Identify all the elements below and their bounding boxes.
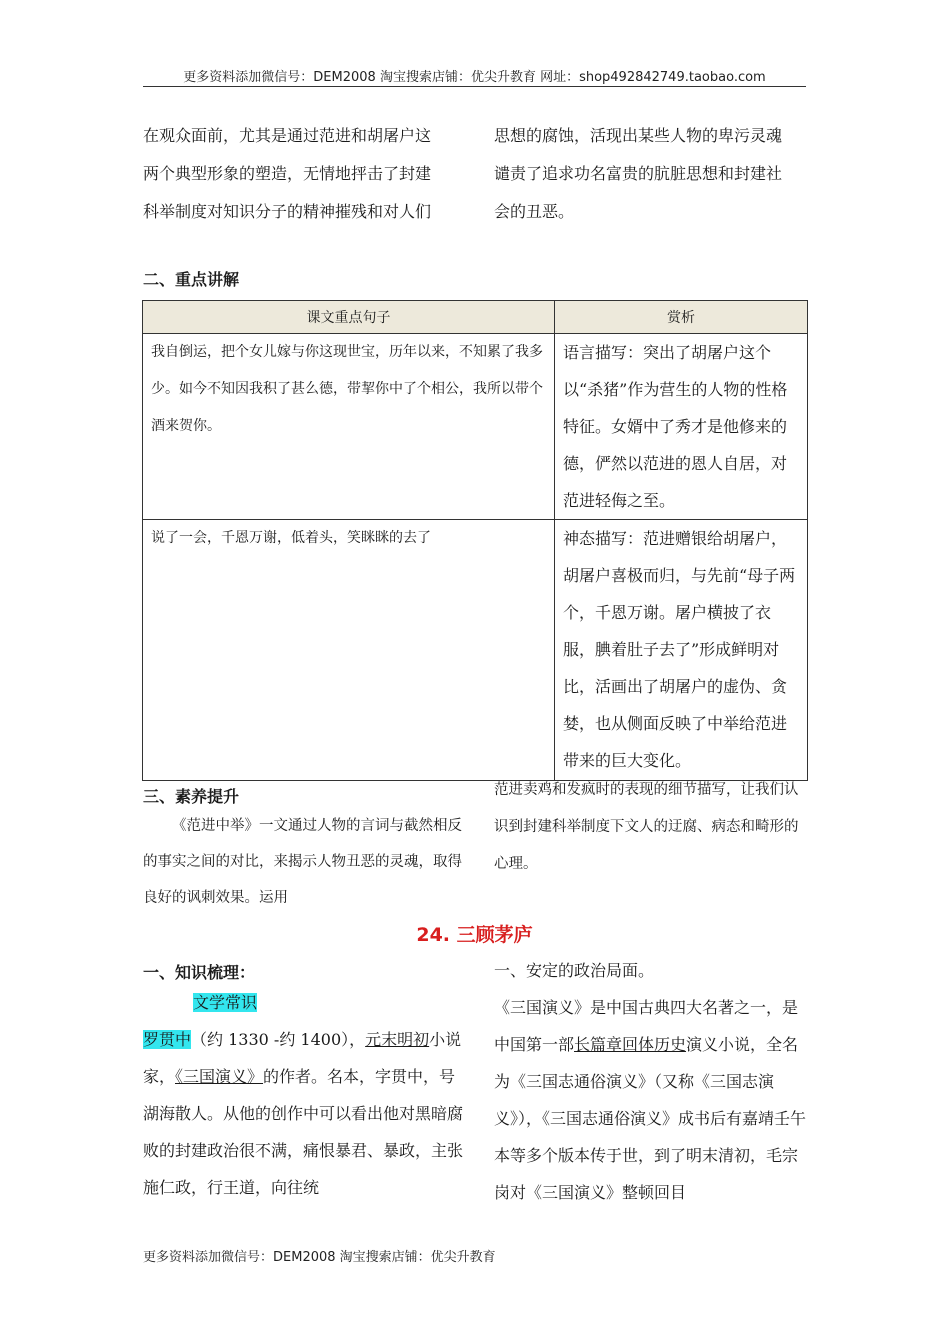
table-header-row <box>143 301 808 334</box>
work-text-b: 演义小说，全名为《三国志通俗演义》（又称《三国志演义》），《三国志通俗演义》成书后有嘉靖壬午本等多个版本传于世，到了明末清初，毛宗岗对《三国演义》整顿回目 <box>494 1035 807 1202</box>
author-dates: （约 1330 -约 1400）， <box>191 1030 366 1049</box>
author-bio: 的作者。名本，字贯中，号湖海散人。从他的创作中可以看出他对黑暗腐败的封建政治很不满，痛恨暴君、暴政，主张施仁政，行王道，向往统 <box>143 1067 464 1197</box>
literacy-left-column <box>143 808 463 916</box>
section-title-knowledge: 一、知识梳理： <box>143 963 256 982</box>
work-text-a: 《三国演义》是中国古典四大名著之一，是中国第一部 <box>494 998 799 1054</box>
work-paragraph <box>494 989 810 1211</box>
intro-left-line: 科举制度对知识分子的精神摧残和对人们 <box>143 202 432 221</box>
header-rule <box>143 86 806 87</box>
knowledge-left-column <box>143 984 465 1206</box>
column-header-analysis: 赏析 <box>555 301 808 334</box>
work-title: 《三国演义》 <box>175 1067 264 1086</box>
knowledge-right-column <box>494 952 810 1211</box>
column-header-sentence: 课文重点句子 <box>143 301 555 334</box>
literacy-right-column <box>494 772 810 883</box>
sentence-cell: 说了一会，千恩万谢，低着头，笑眯眯的去了 <box>143 520 555 781</box>
work-genre: 长篇章回体历史 <box>574 1035 687 1054</box>
author-name: 罗贯中 <box>143 1030 192 1049</box>
sentence-cell: 我自倒运，把个女儿嫁与你这现世宝，历年以来，不知累了我多少。如今不知因我积了甚么德，带挈你中了个相公，我所以带个酒来贺你。 <box>143 334 555 520</box>
right-first-line: 一、安定的政治局面。 <box>494 961 655 980</box>
intro-left-line: 两个典型形象的塑造，无情地抨击了封建 <box>143 164 432 183</box>
literary-knowledge-subhead <box>143 984 465 1021</box>
table-row <box>143 334 808 520</box>
intro-right-line: 会的丑恶。 <box>494 202 575 221</box>
page-header: 更多资料添加微信号：DEM2008 淘宝搜索店铺：优尖升教育 网址：shop492842749.taobao.com <box>183 70 766 85</box>
section-title-literacy: 三、素养提升 <box>143 787 240 806</box>
author-era: 元末明初 <box>365 1030 430 1049</box>
author-role: 小说家， <box>143 1030 462 1086</box>
intro-right-line: 谴责了追求功名富贵的肮脏思想和封建社 <box>494 164 783 183</box>
intro-left-line: 在观众面前，尤其是通过范进和胡屠户这 <box>143 126 432 145</box>
intro-right-line: 思想的腐蚀，活现出某些人物的卑污灵魂 <box>494 126 783 145</box>
chapter-title: 24. 三顾茅庐 <box>416 924 533 946</box>
literacy-left-text: 《范进中举》一文通过人物的言词与截然相反的事实之间的对比，来揭示人物丑恶的灵魂，取得良好的讽刺效果。运用 <box>143 818 462 906</box>
section-title-key-points: 二、重点讲解 <box>143 270 240 289</box>
key-sentences-table <box>142 300 808 781</box>
analysis-cell: 语言描写：突出了胡屠户这个以“杀猪”作为营生的人物的性格特征。女婿中了秀才是他修来的德，俨然以范进的恩人自居，对范进轻侮之至。 <box>555 334 808 520</box>
analysis-cell: 神态描写：范进赠银给胡屠户，胡屠户喜极而归，与先前“母子两个，千恩万谢。屠户横披了衣服，腆着肚子去了”形成鲜明对比，活画出了胡屠户的虚伪、贪婪，也从侧面反映了中举给范进带来的巨大变化。 <box>555 520 808 781</box>
intro-right-column <box>494 117 812 231</box>
table-row <box>143 520 808 781</box>
literacy-right-text: 范进卖鸡和发疯时的表现的细节描写，让我们认识到封建科举制度下文人的迂腐、病态和畸形的心理。 <box>494 782 799 872</box>
page-footer: 更多资料添加微信号：DEM2008 淘宝搜索店铺：优尖升教育 <box>143 1250 496 1265</box>
intro-left-column <box>143 117 463 231</box>
highlighted-subhead: 文学常识 <box>193 993 258 1012</box>
author-paragraph <box>143 1021 465 1206</box>
